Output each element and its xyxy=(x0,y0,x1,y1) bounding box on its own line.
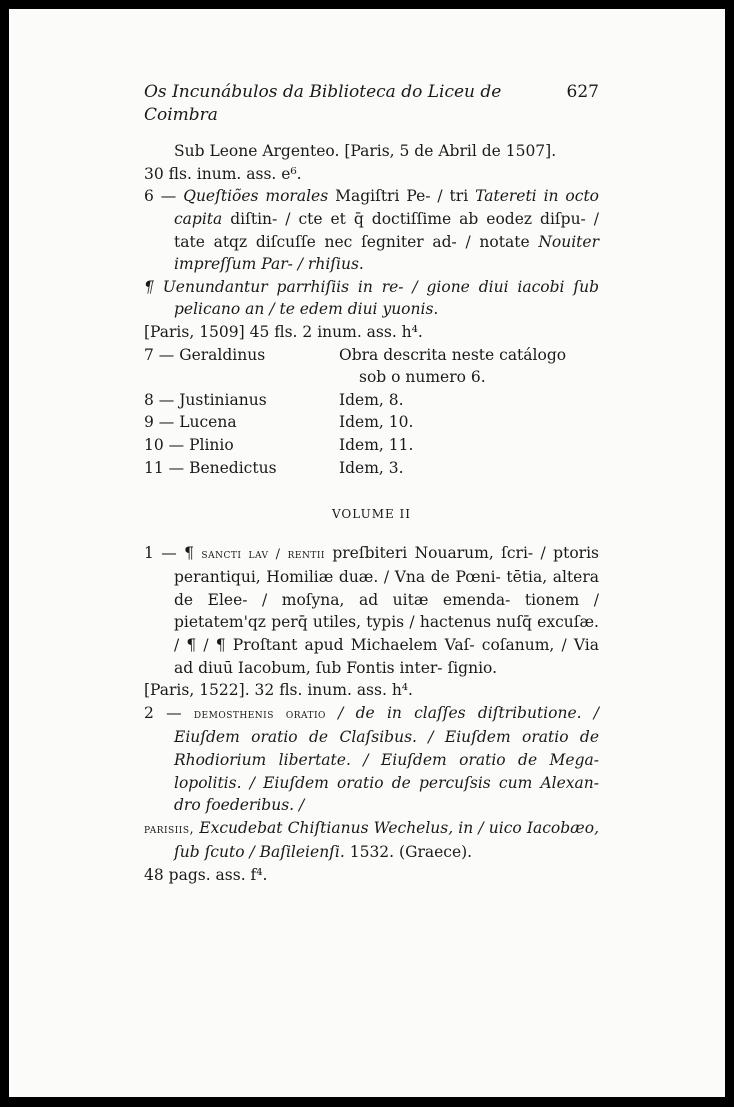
vol2-entry2-colophon xyxy=(144,817,599,864)
item-name: 8 — Justinianus xyxy=(144,390,267,409)
vol2-entry2-text: / de in claſſes diſtributione. / Eiuſdem oratio de Claſsibus. / Eiuſdem oratio de Rhodiorium libertate. / Eiuſdem oratio de Mega- lopolitis. / Eiuſdem oratio de percuſsis cum Alexan- dro foederibus. / xyxy=(174,703,599,815)
item-name: 10 — Plinio xyxy=(144,435,234,454)
vol2-entry1-text: preſbiteri Nouarum, ſcri- / ptoris perantiqui, Homiliæ duæ. / Vna de Pœni- tētia, altera de Elee- / moſyna, ad uitæ emenda- tionem / pietatem'qz perq̄ utiles, typis / hactenus nuſq̄ excuſæ. / ¶ / ¶ Proſtant apud Michaelem Vaſ- coſanum, / Via ad diuū Iacobum, ſub Fontis inter- ſignio. xyxy=(174,543,599,677)
running-header xyxy=(144,81,599,126)
vol2-entry1-number: 1 — ¶ xyxy=(144,543,202,562)
vol2-entry2-number: 2 — xyxy=(144,703,194,722)
page-content xyxy=(144,81,599,887)
list-item xyxy=(144,411,599,434)
colophon-printer: Excudebat Chiſtianus Wechelus, in / uico Iacobæo, ſub ſcuto / Baſileienſi. xyxy=(174,818,599,862)
entry6-title: Queſtiões morales xyxy=(183,187,329,206)
vol2-entry2-smallcaps: demosthenis oratio xyxy=(193,706,326,722)
colophon-date: 1532. (Graece). xyxy=(344,843,473,862)
item-ref: Idem, 8. xyxy=(339,390,404,409)
entry6-title-c: Nouiter impreſſum Par- / rhiſius. xyxy=(174,232,599,274)
item-ref-line2: sob o numero 6. xyxy=(359,368,486,387)
item-ref xyxy=(339,344,599,389)
vol2-entry1-smallcaps: sancti lav / rentii xyxy=(201,546,325,562)
entry6-title-b: Tatereti in octo capita xyxy=(174,187,600,228)
vol2-entry2-imprint: 48 pags. ass. f⁴. xyxy=(144,866,268,884)
entry6-text-b: diſtin- / cte et q̄ doctiſſime ab eodez diſpu- / tate atqz diſcuſſe nec ſegniter ad- / notate xyxy=(174,209,599,251)
entry6-colophon: ¶ Uenundantur parrhiſiis in re- / gione diui iacobi ſub pelicano an / te edem diui yuonis. xyxy=(144,277,599,319)
item-ref-line1: Obra descrita neste catálogo xyxy=(339,345,567,364)
item-ref: Idem, 10. xyxy=(339,413,414,432)
vol2-entry1-imprint: [Paris, 1522]. 32 fls. inum. ass. h⁴. xyxy=(144,681,413,700)
vol2-entry2 xyxy=(144,702,599,817)
volume-heading: VOLUME II xyxy=(331,507,412,522)
entry6 xyxy=(144,185,599,275)
item-name: 11 — Benedictus xyxy=(144,458,277,477)
item-ref: Idem, 3. xyxy=(339,458,404,477)
entry6-number: 6 — xyxy=(144,187,177,206)
item-name: 7 — Geraldinus xyxy=(144,345,266,364)
item-ref: Idem, 11. xyxy=(339,435,414,454)
colophon-place: parisiis, xyxy=(144,821,195,837)
list-item xyxy=(144,389,599,412)
item-name: 9 — Lucena xyxy=(144,413,237,432)
vol2-entry1 xyxy=(144,542,599,680)
entry6-imprint: [Paris, 1509] 45 fls. 2 inum. ass. h⁴. xyxy=(144,322,423,341)
entry5-line1: Sub Leone Argenteo. [Paris, 5 de Abril de 1507]. xyxy=(174,142,557,161)
entry6-text-a: Magiſtri Pe- / tri xyxy=(328,187,476,206)
document-page xyxy=(9,9,725,1097)
running-title: Os Incunábulos da Biblioteca do Liceu de Coimbra xyxy=(144,82,502,125)
list-item xyxy=(144,344,599,389)
page-number: 627 xyxy=(566,82,599,102)
list-item xyxy=(144,434,599,457)
list-item xyxy=(144,457,599,480)
entry5-line2: 30 fls. inum. ass. e⁶. xyxy=(144,164,302,183)
